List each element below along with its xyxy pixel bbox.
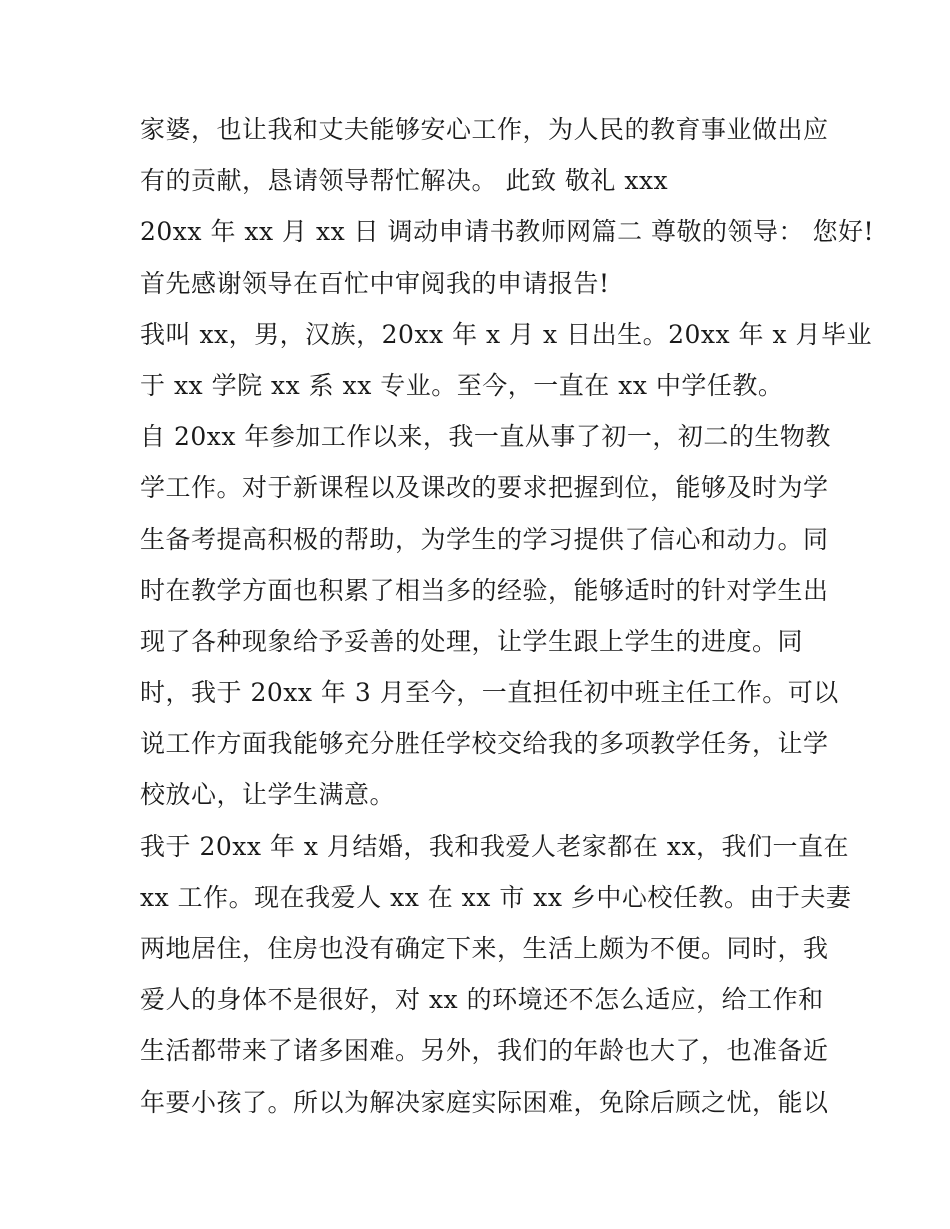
text-line: xx 工作。现在我爱人 xx 在 xx 市 xx 乡中心校任教。由于夫妻 [140,882,852,912]
text-line: 20xx 年 xx 月 xx 日 调动申请书教师网篇二 尊敬的领导： 您好! [140,217,875,247]
text-line: 家婆，也让我和丈夫能够安心工作，为人民的教育事业做出应 [140,115,829,144]
text-line: 时在教学方面也积累了相当多的经验，能够适时的针对学生出 [140,575,829,605]
body-text [140,104,875,1128]
text-line: 于 xx 学院 xx 系 xx 专业。至今，一直在 xx 中学任教。 [140,370,784,400]
text-line: 时，我于 20xx 年 3 月至今，一直担任初中班主任工作。可以 [140,678,839,708]
text-line: 自 20xx 年参加工作以来，我一直从事了初一，初二的生物教 [140,422,831,452]
text-line: 有的贡献，恳请领导帮忙解决。 此致 敬礼 xxx [140,166,669,196]
text-line: 我叫 xx，男，汉族，20xx 年 x 月 x 日出生。20xx 年 x 月毕业 [140,319,873,349]
text-line: 说工作方面我能够充分胜任学校交给我的多项教学任务，让学 [140,729,829,759]
text-line: 现了各种现象给予妥善的处理，让学生跟上学生的进度。同 [140,626,804,656]
text-line: 爱人的身体不是很好，对 xx 的环境还不怎么适应，给工作和 [140,985,824,1015]
text-line: 学工作。对于新课程以及课改的要求把握到位，能够及时为学 [140,473,829,503]
text-line: 生活都带来了诸多困难。另外，我们的年龄也大了，也准备近 [140,1036,829,1066]
text-line: 首先感谢领导在百忙中审阅我的申请报告! [140,268,610,298]
text-line: 两地居住，住房也没有确定下来，生活上颇为不便。同时，我 [140,934,829,963]
text-line: 我于 20xx 年 x 月结婚，我和我爱人老家都在 xx，我们一直在 [140,831,850,861]
text-line: 校放心，让学生满意。 [140,780,396,810]
text-line: 年要小孩了。所以为解决家庭实际困难，免除后顾之忧，能以 [140,1087,829,1117]
text-line: 生备考提高积极的帮助，为学生的学习提供了信心和动力。同 [140,524,829,554]
